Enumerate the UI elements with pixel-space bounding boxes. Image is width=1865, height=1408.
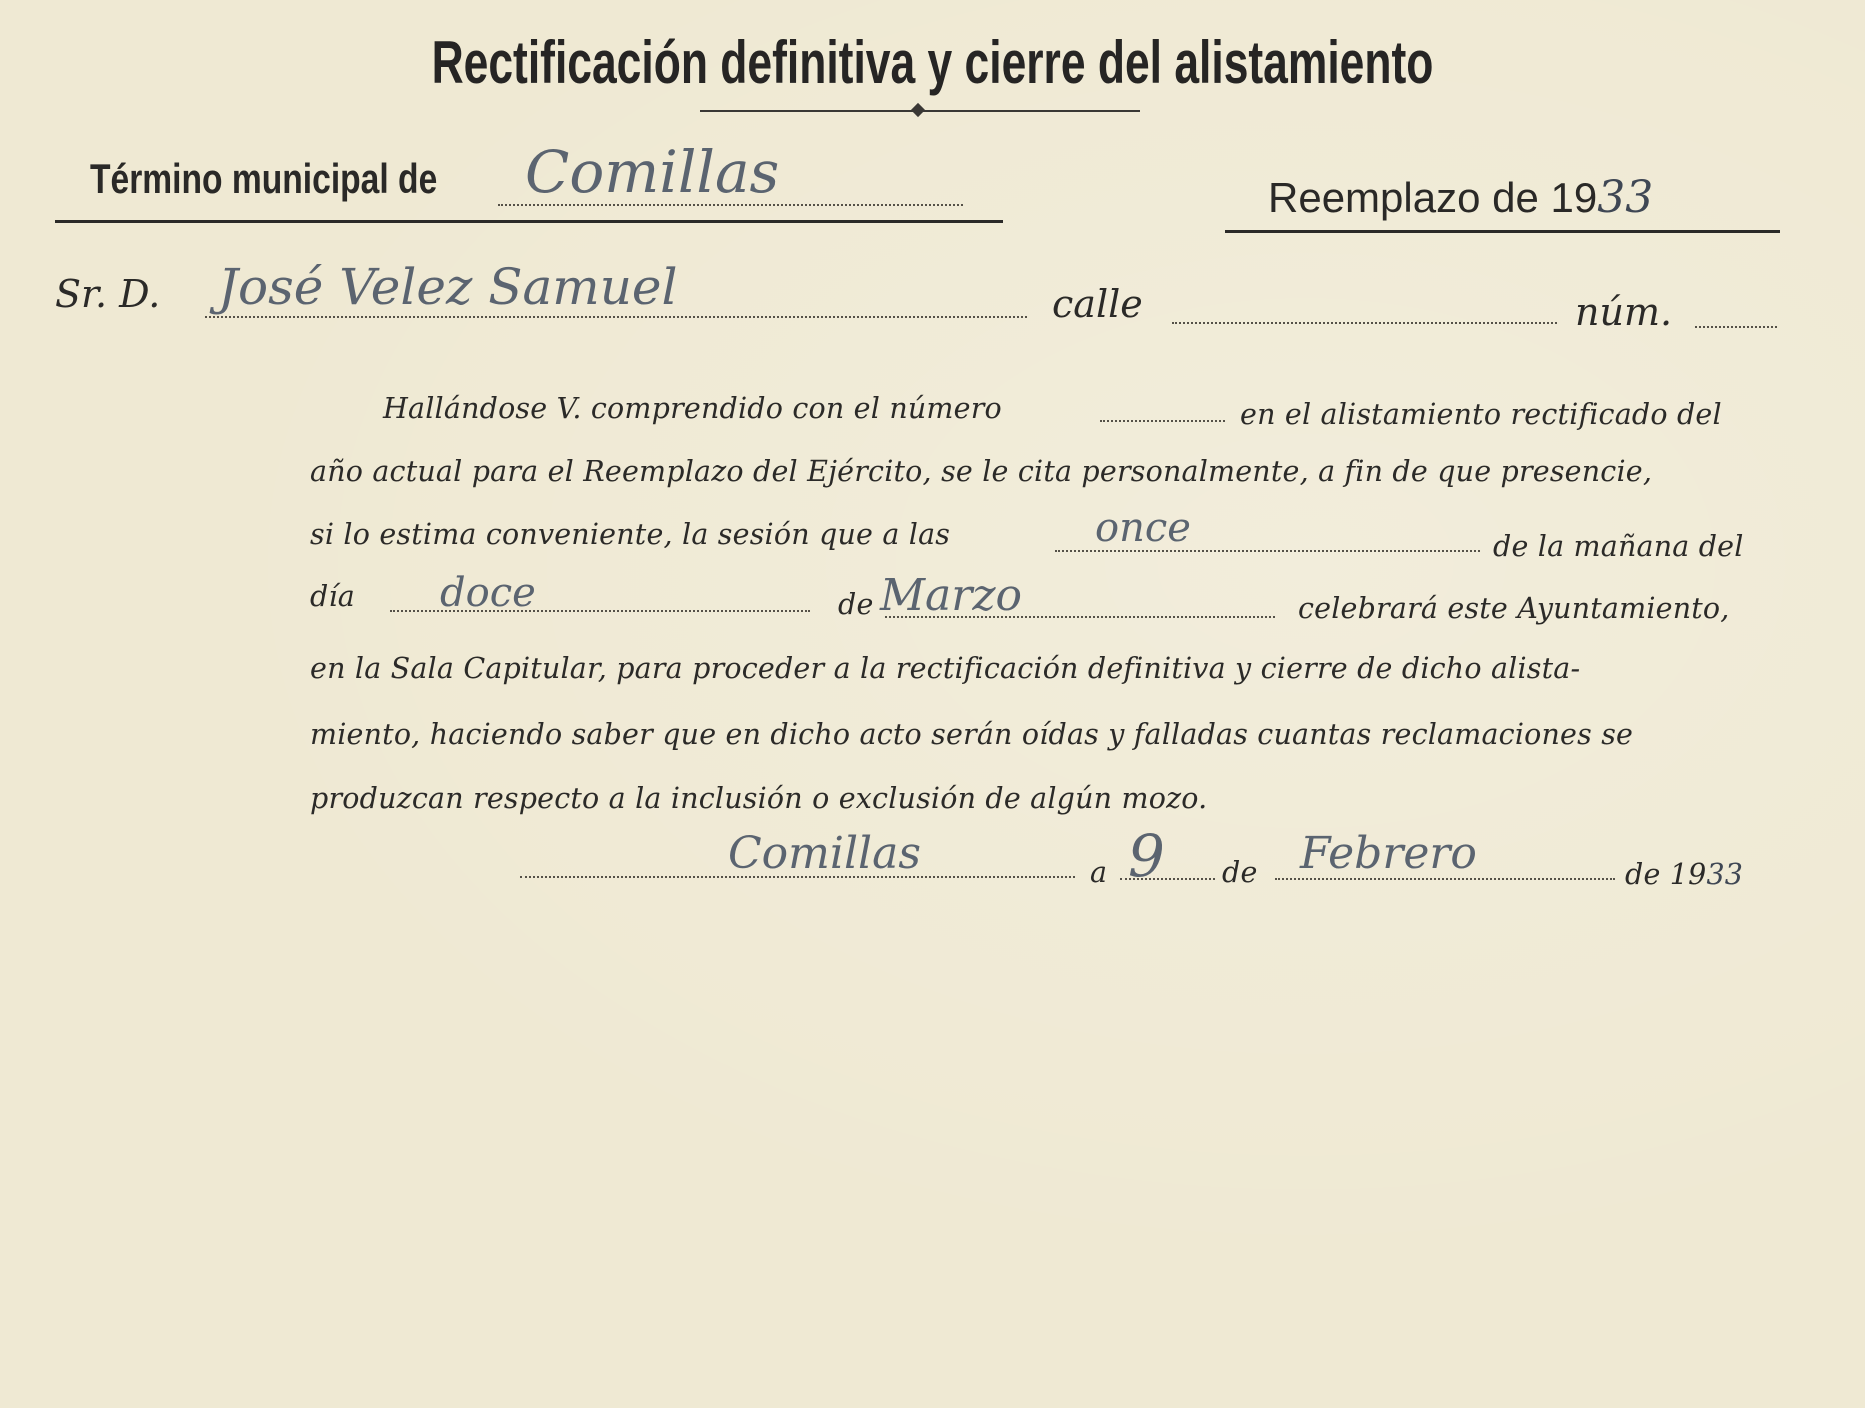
body-line2: año actual para el Reemplazo del Ejército, se le cita personalmente, a fin de que presencie, xyxy=(310,455,1653,488)
body-line7: produzcan respecto a la inclusión o exclusión de algún mozo. xyxy=(310,782,1208,815)
date-place: Comillas xyxy=(728,828,921,879)
number-label: núm. xyxy=(1575,290,1673,334)
hour-dotted-line xyxy=(1055,550,1480,552)
body-line1-start: Hallándose V. comprendido con el número xyxy=(383,392,1002,425)
recipient-name-dotted-line xyxy=(205,316,1027,318)
date-month: Febrero xyxy=(1300,828,1477,879)
street-dotted-line xyxy=(1172,322,1557,324)
date-day-dotted-line xyxy=(1120,878,1215,880)
body-line5: en la Sala Capitular, para proceder a la rectificación definitiva y cierre de dicho alista- xyxy=(310,652,1581,685)
session-month: Marzo xyxy=(880,570,1022,621)
body-line3-start: si lo estima conveniente, la sesión que a las xyxy=(310,518,951,551)
day-dotted-line xyxy=(390,610,810,612)
body-line4-de: de xyxy=(838,588,874,621)
body-line3-end: de la mañana del xyxy=(1493,530,1744,563)
date-month-dotted-line xyxy=(1275,878,1615,880)
number-dotted-line xyxy=(1695,326,1777,328)
session-hour: once xyxy=(1095,505,1191,551)
date-day: 9 xyxy=(1128,822,1165,890)
page-title: Rectificación definitiva y cierre del alistamiento xyxy=(431,29,1434,96)
recipient-name: José Velez Samuel xyxy=(218,258,678,316)
municipal-label: Término municipal de xyxy=(90,155,438,202)
session-day: doce xyxy=(440,570,536,616)
municipal-dotted-line xyxy=(498,204,963,206)
body-line4-day-label: día xyxy=(310,580,355,613)
body-line4-end: celebrará este Ayuntamiento, xyxy=(1298,592,1730,625)
municipal-value: Comillas xyxy=(525,138,780,206)
date-de: de xyxy=(1222,856,1258,889)
street-label: calle xyxy=(1052,282,1143,326)
number-in-list-dotted-line xyxy=(1100,420,1225,422)
body-line1-end: en el alistamiento rectificado del xyxy=(1240,398,1722,431)
reemplazo-label: Reemplazo de 1933 xyxy=(1268,172,1654,223)
date-year: de 1933 xyxy=(1625,858,1744,891)
month-dotted-line xyxy=(885,616,1275,618)
reemplazo-rule xyxy=(1225,230,1780,233)
recipient-label: Sr. D. xyxy=(55,272,161,316)
municipal-rule xyxy=(55,220,1003,223)
body-line6: miento, haciendo saber que en dicho acto serán oídas y falladas cuantas reclamaciones se xyxy=(310,718,1634,751)
title-ornament xyxy=(911,103,925,117)
date-a: a xyxy=(1090,856,1108,889)
